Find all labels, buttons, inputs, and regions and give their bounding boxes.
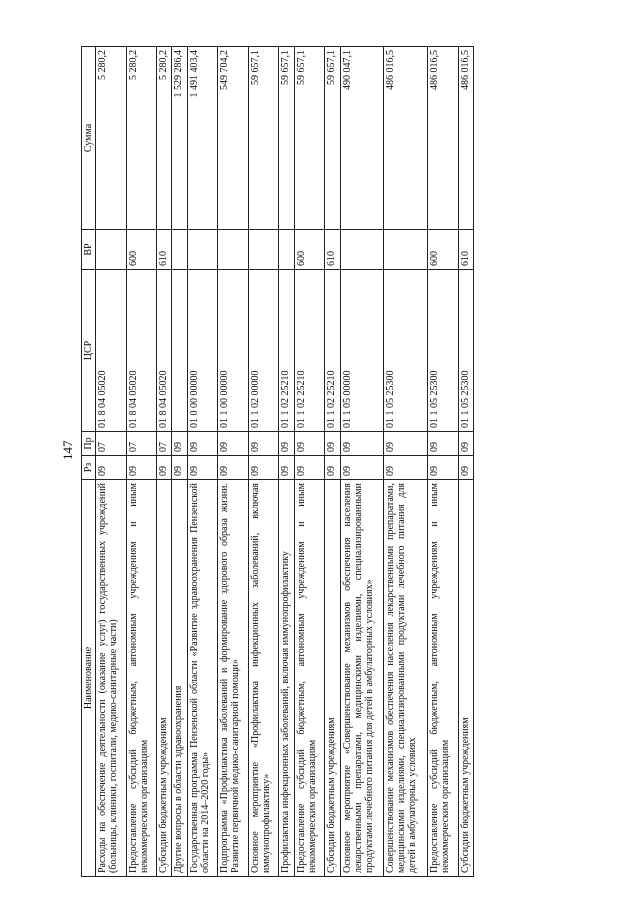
header-name: Наименование (82, 480, 96, 877)
table-row (157, 47, 172, 877)
table-row (458, 47, 473, 877)
row-name: Субсидии бюджетным учреждениям (458, 480, 473, 877)
row-sum: 5 280,2 (157, 47, 172, 230)
table-row (340, 47, 384, 877)
row-pr: 09 (325, 432, 340, 456)
row-sum: 549 704,2 (218, 47, 249, 230)
row-sum: 490 047,1 (340, 47, 384, 230)
row-csr: 01 1 05 25300 (458, 270, 473, 432)
row-vr (172, 230, 187, 270)
row-pr: 09 (458, 432, 473, 456)
row-name: Субсидии бюджетным учреждениям (157, 480, 172, 877)
table-row (187, 47, 218, 877)
table-header-row (82, 47, 96, 877)
budget-table (81, 46, 474, 877)
row-rz: 09 (458, 456, 473, 480)
row-rz: 09 (340, 456, 384, 480)
row-sum: 486 016,5 (427, 47, 458, 230)
table-row (172, 47, 187, 877)
row-sum: 486 016,5 (384, 47, 428, 230)
row-rz: 09 (126, 456, 157, 480)
table-row (325, 47, 340, 877)
row-sum: 1 529 286,4 (172, 47, 187, 230)
row-pr: 09 (187, 432, 218, 456)
row-pr: 07 (96, 432, 127, 456)
row-csr: 01 1 05 25300 (384, 270, 428, 432)
row-name: Подпрограмма «Профилактика заболеваний и формирование здорового образа жизни. Развитие первичной медико-санитарной помощи» (218, 480, 249, 877)
row-vr: 610 (458, 230, 473, 270)
rotated-table-container (81, 47, 474, 877)
row-vr (384, 230, 428, 270)
row-pr: 09 (427, 432, 458, 456)
row-csr: 01 8 04 05020 (96, 270, 127, 432)
row-name: Предоставление субсидий бюджетным, автономным учреждениям и иным некоммерческим организациям (126, 480, 157, 877)
row-name: Другие вопросы в области здравоохранения (172, 480, 187, 877)
table-row (96, 47, 127, 877)
row-name: Субсидии бюджетным учреждениям (325, 480, 340, 877)
row-vr (187, 230, 218, 270)
row-sum: 5 280,2 (126, 47, 157, 230)
table-row (427, 47, 458, 877)
row-csr: 01 1 02 25210 (294, 270, 325, 432)
header-rz: Рз (82, 456, 96, 480)
row-pr: 07 (157, 432, 172, 456)
row-sum: 59 657,1 (279, 47, 294, 230)
row-csr: 01 1 02 25210 (279, 270, 294, 432)
row-csr: 01 1 05 00000 (340, 270, 384, 432)
table-row (294, 47, 325, 877)
row-sum: 59 657,1 (294, 47, 325, 230)
row-pr: 09 (218, 432, 249, 456)
row-csr: 01 1 05 25300 (427, 270, 458, 432)
row-name: Предоставление субсидий бюджетным, автономным учреждениям и иным некоммерческим организациям (427, 480, 458, 877)
row-vr (248, 230, 279, 270)
row-vr: 600 (294, 230, 325, 270)
row-name: Профилактика инфекционных заболеваний, включая иммунопрофилактику (279, 480, 294, 877)
row-vr: 610 (157, 230, 172, 270)
table-row (384, 47, 428, 877)
header-csr: ЦСР (82, 270, 96, 432)
row-vr (218, 230, 249, 270)
row-sum: 486 016,5 (458, 47, 473, 230)
row-rz: 09 (279, 456, 294, 480)
row-csr: 01 1 00 00000 (218, 270, 249, 432)
row-rz: 09 (325, 456, 340, 480)
row-rz: 09 (96, 456, 127, 480)
row-rz: 09 (187, 456, 218, 480)
row-csr: 01 8 04 05020 (126, 270, 157, 432)
table-row (279, 47, 294, 877)
row-vr: 600 (427, 230, 458, 270)
row-pr: 07 (126, 432, 157, 456)
row-sum: 1 491 403,4 (187, 47, 218, 230)
row-name: Совершенствование механизмов обеспечения населения лекарственными препаратами, медицинскими изделиями, специализированными продуктами лечебного питания для детей в амбулаторных условиях (384, 480, 428, 877)
header-vr: ВР (82, 230, 96, 270)
row-rz: 09 (172, 456, 187, 480)
row-csr: 01 0 00 00000 (187, 270, 218, 432)
row-vr: 600 (126, 230, 157, 270)
row-name: Основное мероприятие «Профилактика инфекционных заболеваний, включая иммунопрофилактику» (248, 480, 279, 877)
row-sum: 59 657,1 (325, 47, 340, 230)
header-sum: Сумма (82, 47, 96, 230)
row-vr: 610 (325, 230, 340, 270)
row-rz: 09 (294, 456, 325, 480)
row-name: Государственная программа Пензенской области «Развитие здравоохранения Пензенской области на 2014–2020 годы» (187, 480, 218, 877)
row-pr: 09 (384, 432, 428, 456)
table-row (218, 47, 249, 877)
row-name: Расходы на обеспечение деятельности (оказание услуг) государственных учреждений (больницы, клиники, госпитали, медико-санитарные части) (96, 480, 127, 877)
row-rz: 09 (427, 456, 458, 480)
row-vr (340, 230, 384, 270)
row-vr (279, 230, 294, 270)
row-rz: 09 (157, 456, 172, 480)
row-pr: 09 (294, 432, 325, 456)
row-csr: 01 8 04 05020 (157, 270, 172, 432)
header-pr: Пр (82, 432, 96, 456)
row-csr: 01 1 02 25210 (325, 270, 340, 432)
row-vr (96, 230, 127, 270)
row-pr: 09 (248, 432, 279, 456)
table-row (248, 47, 279, 877)
row-sum: 5 280,2 (96, 47, 127, 230)
row-sum: 59 657,1 (248, 47, 279, 230)
row-pr: 09 (340, 432, 384, 456)
row-name: Предоставление субсидий бюджетным, автономным учреждениям и иным некоммерческим организациям (294, 480, 325, 877)
row-csr (172, 270, 187, 432)
row-rz: 09 (248, 456, 279, 480)
row-csr: 01 1 02 00000 (248, 270, 279, 432)
row-rz: 09 (218, 456, 249, 480)
row-pr: 09 (172, 432, 187, 456)
row-pr: 09 (279, 432, 294, 456)
row-rz: 09 (384, 456, 428, 480)
page-number: 147 (60, 440, 75, 460)
table-row (126, 47, 157, 877)
row-name: Основное мероприятие «Совершенствование механизмов обеспечения населения лекарственными препаратами, медицинскими изделиями, специализированными продуктами лечебного питания для детей в амбулаторных условиях» (340, 480, 384, 877)
